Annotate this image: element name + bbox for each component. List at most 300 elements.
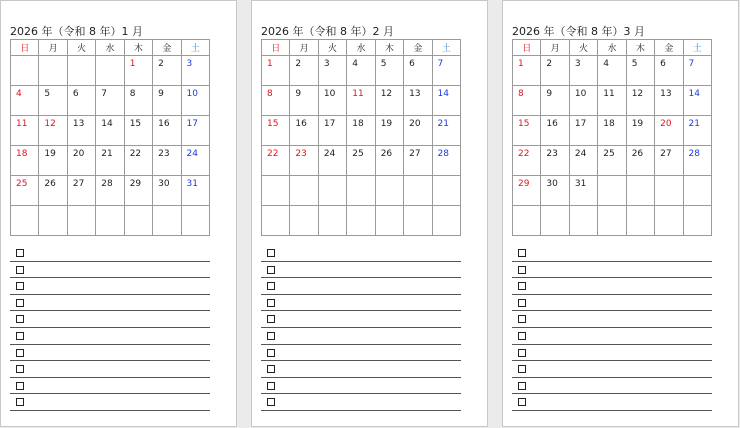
day-cell[interactable] [39,146,67,176]
day-cell[interactable] [181,56,209,86]
day-cell[interactable] [181,176,209,206]
month-title: 2026 年（令和 8 年）1 月 [10,25,143,38]
day-cell[interactable] [318,146,346,176]
todo-row[interactable] [512,394,712,411]
todo-row[interactable] [261,245,461,262]
checkbox-icon[interactable] [267,332,275,340]
day-cell[interactable] [262,116,290,146]
day-cell[interactable] [598,86,626,116]
day-number: 31 [186,179,198,189]
day-number: 17 [574,119,587,129]
week-row [513,56,712,86]
day-cell[interactable] [598,56,626,86]
day-number: 13 [660,89,672,99]
day-number: 6 [660,59,666,69]
day-number: 22 [129,149,142,159]
todo-row[interactable] [261,378,461,395]
week-row [513,86,712,116]
weekday-header: 火 [318,40,346,56]
day-cell[interactable] [153,176,181,206]
day-cell[interactable] [626,176,654,206]
day-number: 24 [323,149,336,159]
day-cell[interactable] [404,176,432,206]
weekday-header: 火 [569,40,597,56]
day-cell[interactable] [683,176,711,206]
day-cell[interactable] [96,116,124,146]
day-cell[interactable] [569,56,597,86]
checkbox-icon[interactable] [16,332,24,340]
day-cell[interactable] [432,146,460,176]
day-cell[interactable] [541,116,569,146]
day-cell[interactable] [626,86,654,116]
day-cell[interactable] [318,206,346,236]
checkbox-icon[interactable] [267,315,275,323]
day-cell[interactable] [683,206,711,236]
day-cell[interactable] [262,176,290,206]
day-number: 29 [129,179,142,189]
day-cell[interactable] [569,206,597,236]
day-cell[interactable] [318,86,346,116]
day-number [347,206,374,209]
day-cell[interactable] [626,206,654,236]
day-number: 10 [323,89,336,99]
day-cell[interactable] [67,86,95,116]
weekday-header: 金 [153,40,181,56]
day-number [513,206,540,209]
day-number: 7 [688,59,695,69]
day-number [319,206,346,209]
day-number: 14 [437,89,449,99]
day-number [541,206,568,209]
day-number: 25 [603,149,615,159]
day-number: 24 [574,149,587,159]
day-cell[interactable] [432,116,460,146]
day-cell[interactable] [67,56,95,86]
day-number: 17 [323,119,336,129]
day-cell[interactable] [96,56,124,86]
day-cell[interactable] [67,176,95,206]
day-cell[interactable] [290,176,318,206]
checkbox-icon[interactable] [267,282,275,290]
day-number [655,176,682,179]
todo-row[interactable] [512,278,712,295]
day-cell[interactable] [11,176,39,206]
weekday-header: 木 [375,40,403,56]
checkbox-icon[interactable] [16,365,24,373]
weekday-header: 木 [124,40,152,56]
day-cell[interactable] [39,56,67,86]
day-cell[interactable] [598,116,626,146]
day-number: 1 [129,59,136,69]
day-cell[interactable] [262,86,290,116]
day-cell[interactable] [683,116,711,146]
day-cell[interactable] [432,86,460,116]
day-cell[interactable] [569,176,597,206]
day-cell[interactable] [375,56,403,86]
checkbox-icon[interactable] [518,282,526,290]
day-cell[interactable] [67,146,95,176]
day-number [347,176,374,179]
day-cell[interactable] [181,86,209,116]
checkbox-icon[interactable] [267,266,275,274]
day-cell[interactable] [375,206,403,236]
day-number: 3 [574,59,581,69]
checkbox-icon[interactable] [16,349,24,357]
day-cell[interactable] [39,206,67,236]
week-row [262,206,461,236]
day-cell[interactable] [11,56,39,86]
checkbox-icon[interactable] [16,398,24,406]
day-cell[interactable] [683,86,711,116]
todo-row[interactable] [10,328,210,345]
checkbox-icon[interactable] [518,266,526,274]
day-cell[interactable] [11,146,39,176]
day-number: 29 [518,179,530,189]
day-cell[interactable] [181,146,209,176]
day-number [262,206,289,209]
day-cell[interactable] [655,116,683,146]
day-number [376,206,403,209]
day-number: 20 [660,119,672,129]
day-cell[interactable] [347,176,375,206]
checkbox-icon[interactable] [518,299,526,307]
day-cell[interactable] [67,206,95,236]
day-cell[interactable] [541,146,569,176]
checkbox-icon[interactable] [267,398,275,406]
day-number: 12 [631,89,644,99]
day-cell[interactable] [124,146,152,176]
checkbox-icon[interactable] [267,382,275,390]
day-cell[interactable] [11,86,39,116]
day-cell[interactable] [181,116,209,146]
week-row [262,86,461,116]
day-cell[interactable] [96,86,124,116]
day-cell[interactable] [513,86,541,116]
day-number [182,206,209,209]
day-cell[interactable] [569,86,597,116]
day-number: 16 [295,119,307,129]
day-number: 3 [186,59,193,69]
day-number: 23 [158,149,170,159]
todo-row[interactable] [261,278,461,295]
month-title: 2026 年（令和 8 年）3 月 [512,25,645,38]
day-cell[interactable] [404,86,432,116]
day-cell[interactable] [404,206,432,236]
day-cell[interactable] [404,116,432,146]
day-number [39,206,66,209]
day-cell[interactable] [290,116,318,146]
todo-row[interactable] [10,311,210,328]
week-row [513,116,712,146]
day-number: 16 [158,119,170,129]
day-number [655,206,682,209]
day-number [598,206,625,209]
day-number: 28 [688,149,700,159]
day-cell[interactable] [347,116,375,146]
day-cell[interactable] [375,146,403,176]
day-cell[interactable] [181,206,209,236]
day-cell[interactable] [347,206,375,236]
day-number [11,56,38,59]
todo-row[interactable] [261,328,461,345]
day-cell[interactable] [347,146,375,176]
day-number: 24 [186,149,198,159]
day-cell[interactable] [124,176,152,206]
todo-row[interactable] [10,361,210,378]
day-cell[interactable] [683,56,711,86]
week-row [11,116,210,146]
day-number: 6 [72,89,79,99]
day-cell[interactable] [39,176,67,206]
day-cell[interactable] [375,86,403,116]
day-cell[interactable] [655,56,683,86]
checkbox-icon[interactable] [16,282,24,290]
todo-row[interactable] [10,295,210,312]
day-cell[interactable] [67,116,95,146]
day-cell[interactable] [598,206,626,236]
day-number: 8 [267,89,273,99]
weekday-header: 金 [404,40,432,56]
day-cell[interactable] [598,146,626,176]
checkbox-icon[interactable] [267,249,275,257]
day-cell[interactable] [655,176,683,206]
day-number [598,176,625,179]
day-cell[interactable] [513,176,541,206]
todo-row[interactable] [261,345,461,362]
day-cell[interactable] [347,86,375,116]
weekday-header: 土 [432,40,460,56]
day-cell[interactable] [404,146,432,176]
day-cell[interactable] [569,116,597,146]
checkbox-icon[interactable] [518,382,526,390]
todo-row[interactable] [10,378,210,395]
day-cell[interactable] [541,86,569,116]
day-number: 13 [72,119,85,129]
day-number: 21 [437,119,449,129]
checkbox-icon[interactable] [518,249,526,257]
day-cell[interactable] [655,86,683,116]
day-cell[interactable] [11,116,39,146]
weekday-header: 月 [290,40,318,56]
weekday-header: 土 [181,40,209,56]
day-cell[interactable] [96,146,124,176]
day-cell[interactable] [262,146,290,176]
checkbox-icon[interactable] [16,315,24,323]
day-cell[interactable] [96,176,124,206]
day-cell[interactable] [153,56,181,86]
day-cell[interactable] [541,56,569,86]
todo-row[interactable] [512,295,712,312]
day-cell[interactable] [124,86,152,116]
day-cell[interactable] [347,56,375,86]
day-number: 22 [267,149,279,159]
day-number: 11 [16,119,28,129]
day-number: 15 [267,119,279,129]
day-cell[interactable] [569,146,597,176]
day-number: 31 [574,179,587,189]
todo-row[interactable] [10,262,210,279]
checkbox-icon[interactable] [267,349,275,357]
day-cell[interactable] [513,116,541,146]
weekday-header: 土 [683,40,711,56]
checkbox-icon[interactable] [16,266,24,274]
day-cell[interactable] [375,116,403,146]
day-number: 9 [295,89,302,99]
todo-row[interactable] [512,328,712,345]
day-cell[interactable] [262,56,290,86]
day-number [319,176,346,179]
weekday-header: 月 [39,40,67,56]
day-number [39,56,66,59]
day-cell[interactable] [124,116,152,146]
month-page [502,0,739,427]
checkbox-icon[interactable] [16,382,24,390]
day-cell[interactable] [541,206,569,236]
day-cell[interactable] [404,56,432,86]
day-number: 28 [101,179,113,189]
checkbox-icon[interactable] [518,315,526,323]
day-number: 9 [546,89,553,99]
month-page [0,0,237,427]
day-cell[interactable] [655,206,683,236]
day-cell[interactable] [626,56,654,86]
day-number [96,56,123,59]
day-cell[interactable] [513,146,541,176]
day-cell[interactable] [153,206,181,236]
checkbox-icon[interactable] [518,332,526,340]
day-number: 10 [574,89,587,99]
day-cell[interactable] [318,116,346,146]
day-number: 27 [409,149,421,159]
day-number [627,176,654,179]
day-number [68,206,95,209]
day-number [11,206,38,209]
todo-row[interactable] [10,394,210,411]
weekday-header: 木 [626,40,654,56]
todo-row[interactable] [512,245,712,262]
checkbox-icon[interactable] [267,365,275,373]
day-number: 15 [129,119,142,129]
todo-row[interactable] [512,378,712,395]
day-cell[interactable] [541,176,569,206]
todo-row[interactable] [261,394,461,411]
checkbox-icon[interactable] [518,349,526,357]
day-number [433,176,460,179]
day-number [96,206,123,209]
day-number: 2 [295,59,302,69]
day-cell[interactable] [432,56,460,86]
day-number: 18 [352,119,364,129]
day-cell[interactable] [153,116,181,146]
week-row [262,116,461,146]
day-number: 18 [603,119,615,129]
day-number: 14 [688,89,700,99]
day-number: 26 [380,149,393,159]
checkbox-icon[interactable] [16,249,24,257]
checkbox-icon[interactable] [518,398,526,406]
weekday-header: 金 [655,40,683,56]
todo-row[interactable] [261,361,461,378]
todo-row[interactable] [261,295,461,312]
day-number: 17 [186,119,198,129]
day-cell[interactable] [626,146,654,176]
todo-row[interactable] [512,361,712,378]
todo-row[interactable] [10,278,210,295]
week-row [262,56,461,86]
week-row [11,176,210,206]
day-cell[interactable] [290,206,318,236]
week-row [513,146,712,176]
day-number: 30 [158,179,170,189]
todo-row[interactable] [10,345,210,362]
checkbox-icon[interactable] [518,365,526,373]
day-cell[interactable] [318,56,346,86]
day-cell[interactable] [290,86,318,116]
day-cell[interactable] [513,56,541,86]
day-number: 10 [186,89,198,99]
day-cell[interactable] [683,146,711,176]
day-cell[interactable] [432,206,460,236]
todo-row[interactable] [261,311,461,328]
day-number [404,176,431,179]
day-number: 25 [16,179,28,189]
day-cell[interactable] [39,116,67,146]
day-cell[interactable] [290,56,318,86]
day-cell[interactable] [375,176,403,206]
day-number: 26 [631,149,644,159]
weekday-header: 月 [541,40,569,56]
day-number: 21 [101,149,113,159]
day-cell[interactable] [318,176,346,206]
day-cell[interactable] [124,56,152,86]
day-number: 7 [437,59,444,69]
day-number: 27 [72,179,85,189]
day-cell[interactable] [262,206,290,236]
day-cell[interactable] [626,116,654,146]
day-cell[interactable] [513,206,541,236]
todo-row[interactable] [512,311,712,328]
todo-row[interactable] [512,345,712,362]
day-cell[interactable] [96,206,124,236]
day-number [684,176,711,179]
day-number: 5 [631,59,638,69]
day-number: 15 [518,119,530,129]
day-cell[interactable] [432,176,460,206]
day-number: 6 [409,59,415,69]
day-number [68,56,95,59]
day-cell[interactable] [11,206,39,236]
day-cell[interactable] [655,146,683,176]
day-cell[interactable] [290,146,318,176]
day-number: 19 [631,119,644,129]
day-cell[interactable] [153,86,181,116]
todo-row[interactable] [512,262,712,279]
day-number: 28 [437,149,449,159]
day-cell[interactable] [124,206,152,236]
week-row [513,206,712,236]
day-cell[interactable] [153,146,181,176]
day-number: 13 [409,89,421,99]
day-number: 16 [546,119,558,129]
day-number: 19 [380,119,393,129]
checkbox-icon[interactable] [16,299,24,307]
todo-row[interactable] [10,245,210,262]
day-number: 4 [352,59,358,69]
day-cell[interactable] [598,176,626,206]
todo-row[interactable] [261,262,461,279]
checkbox-icon[interactable] [267,299,275,307]
day-cell[interactable] [39,86,67,116]
